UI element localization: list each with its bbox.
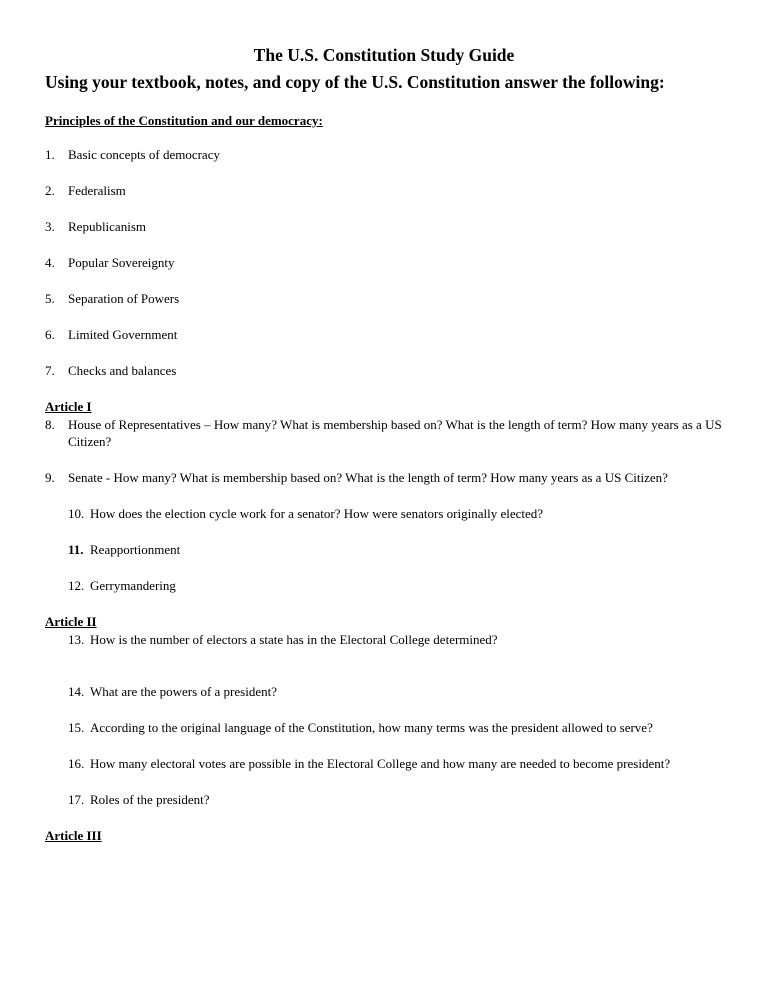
list-item: [68, 505, 723, 522]
section-heading-principles: Principles of the Constitution and our democracy:: [45, 113, 323, 128]
item-text: According to the original language of the Constitution, how many terms was the president allowed to serve?: [90, 720, 653, 735]
item-number: 1.: [45, 147, 55, 162]
section-article-2: [45, 613, 723, 808]
list-item: [45, 362, 723, 379]
item-text: Checks and balances: [68, 363, 177, 378]
item-number: 15.: [68, 720, 85, 735]
page-title: The U.S. Constitution Study Guide: [253, 45, 515, 65]
item-number: 13.: [68, 632, 85, 647]
item-number: 14.: [68, 684, 85, 699]
list-item: [68, 631, 723, 648]
list-item: [45, 254, 723, 271]
item-text: Reapportionment: [90, 542, 181, 557]
list-item: [68, 755, 723, 772]
list-item: [45, 416, 723, 450]
item-number: 10.: [68, 506, 85, 521]
list-item: [68, 791, 723, 808]
item-number: 7.: [45, 363, 55, 378]
item-number: 4.: [45, 255, 55, 270]
item-number: 2.: [45, 183, 55, 198]
item-text: Roles of the president?: [90, 792, 210, 807]
item-number: 11.: [68, 542, 84, 557]
item-number: 3.: [45, 219, 55, 234]
list-item: [45, 326, 723, 343]
list-item: [45, 290, 723, 307]
item-text: What are the powers of a president?: [90, 684, 277, 699]
list-item: [45, 146, 723, 163]
list-item: [45, 218, 723, 235]
item-number: 8.: [45, 417, 55, 432]
list-item: [68, 541, 723, 558]
list-item: [68, 719, 723, 736]
section-heading-article-2: Article II: [45, 614, 97, 629]
section-heading-article-1: Article I: [45, 399, 92, 414]
section-article-3: [45, 827, 723, 844]
item-text: Basic concepts of democracy: [68, 147, 220, 162]
item-text: Senate - How many? What is membership based on? What is the length of term? How many years as a US Citizen?: [68, 470, 668, 485]
section-heading-article-3: Article III: [45, 828, 102, 843]
item-text: How many electoral votes are possible in the Electoral College and how many are needed to become president?: [90, 756, 671, 771]
list-item: [45, 182, 723, 199]
list-item: [68, 577, 723, 594]
section-principles: [45, 112, 723, 379]
item-text: Gerrymandering: [90, 578, 176, 593]
item-text: Separation of Powers: [68, 291, 180, 306]
item-number: 5.: [45, 291, 55, 306]
item-text: How is the number of electors a state has in the Electoral College determined?: [90, 632, 498, 647]
section-article-1: [45, 398, 723, 594]
item-number: 12.: [68, 578, 85, 593]
item-text: Republicanism: [68, 219, 146, 234]
item-text: Popular Sovereignty: [68, 255, 175, 270]
list-item: [68, 683, 723, 700]
item-number: 17.: [68, 792, 85, 807]
item-text: How does the election cycle work for a senator? How were senators originally elected?: [90, 506, 544, 521]
item-text: House of Representatives – How many? What is membership based on? What is the length of term? How many years as a US Citizen?: [68, 417, 722, 449]
instructions-text: Using your textbook, notes, and copy of the U.S. Constitution answer the following:: [45, 72, 665, 92]
item-text: Federalism: [68, 183, 126, 198]
item-number: 16.: [68, 756, 85, 771]
list-item: [45, 469, 723, 486]
item-number: 9.: [45, 470, 55, 485]
item-text: Limited Government: [68, 327, 178, 342]
item-number: 6.: [45, 327, 55, 342]
